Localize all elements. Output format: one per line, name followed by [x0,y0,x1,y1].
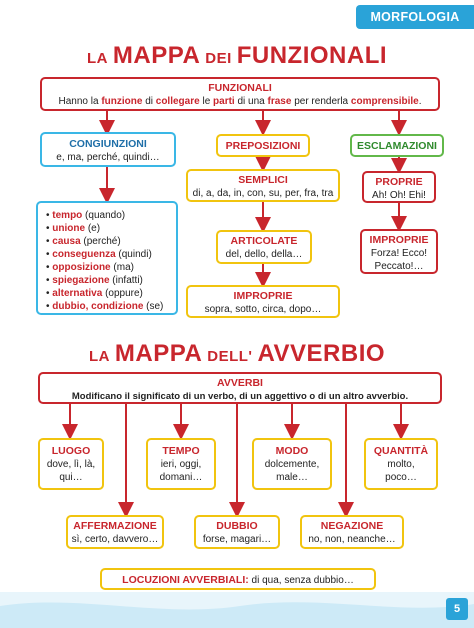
semplici-box [186,169,340,202]
modo-box [252,438,332,490]
title-word: LA [88,348,110,365]
congiunzioni-examples: e, ma, perché, quindi… [56,152,160,163]
footer-band [0,592,474,628]
luogo-examples: qui… [59,472,83,483]
modo-examples: dolcemente, [264,459,320,470]
list-item: • dubbio, condizione (se) [46,301,164,312]
improprie-prep-box [186,285,340,318]
title-word: LA [86,50,108,67]
esclamazioni-label: ESCLAMAZIONI [357,140,437,152]
semplici-label: SEMPLICI [238,174,288,186]
quantita-label: QUANTITÀ [373,445,429,457]
locuzioni-box [100,568,376,590]
preposizioni-box [216,134,310,157]
improprie-escl-examples: Forza! Ecco! [370,248,428,259]
page-number: 5 [446,598,468,620]
title-word: MAPPA [114,340,203,367]
list-item: • opposizione (ma) [46,262,134,273]
improprie-escl-examples: Peccato!… [374,261,424,272]
congiunzioni-box [40,132,176,167]
funzionali-box [40,77,440,111]
tempo-examples: domani… [159,472,203,483]
list-item: • conseguenza (quindi) [46,249,152,260]
articolate-box [216,230,312,264]
proprie-examples: Ah! Oh! Ehi! [372,190,426,201]
congiunzioni-label: CONGIUNZIONI [69,138,147,150]
title-word: DELL' [207,348,253,365]
title-word: MAPPA [112,42,201,69]
list-item: • spiegazione (infatti) [46,275,143,286]
quantita-examples: molto, [387,459,415,470]
tempo-box [146,438,216,490]
quantita-box [364,438,438,490]
title-funzionali [0,42,474,70]
improprie-prep-label: IMPROPRIE [233,290,293,302]
avverbi-box [38,372,442,404]
affermazione-examples: sì, certo, davvero… [71,534,159,545]
improprie-escl-box [360,229,438,274]
luogo-label: LUOGO [51,445,91,457]
semplici-examples: di, a, da, in, con, su, per, fra, tra [192,188,334,199]
proprie-label: PROPRIE [375,176,423,188]
dubbio-examples: forse, magari… [202,534,272,545]
title-word: FUNZIONALI [236,42,388,69]
avverbi-definition: Modificano il significato di un verbo, di un aggettivo o di un altro avverbio. [71,391,409,402]
section-tag: MORFOLOGIA [356,5,474,29]
footer-wave [0,592,474,628]
luogo-box [38,438,104,490]
negazione-examples: no, non, neanche… [308,534,396,545]
list-item: • tempo (quando) [46,210,126,221]
tempo-examples: ieri, oggi, [160,459,202,470]
affermazione-box [66,515,164,549]
locuzioni-label: LOCUZIONI AVVERBIALI: [122,574,249,586]
quantita-examples: poco… [385,472,417,483]
dubbio-box [194,515,280,549]
proprie-box [362,171,436,203]
list-item: • alternativa (oppure) [46,288,143,299]
affermazione-label: AFFERMAZIONE [73,520,157,532]
title-word: AVVERBIO [257,340,386,367]
negazione-label: NEGAZIONE [320,520,384,532]
list-item: • causa (perché) [46,236,121,247]
luogo-examples: dove, lì, là, [46,459,96,470]
articolate-label: ARTICOLATE [230,235,298,247]
title-avverbio [0,340,474,368]
improprie-prep-examples: sopra, sotto, circa, dopo… [204,304,322,315]
improprie-escl-label: IMPROPRIE [369,234,429,246]
modo-examples: male… [276,472,308,483]
title-word: DEI [205,50,232,67]
dubbio-label: DUBBIO [216,520,258,532]
congiunzioni-list [36,201,178,315]
tempo-label: TEMPO [162,445,200,457]
avverbi-label: AVVERBI [217,377,263,389]
locuzioni-examples: di qua, senza dubbio… [248,575,354,586]
preposizioni-label: PREPOSIZIONI [225,140,301,152]
modo-label: MODO [275,445,309,457]
articolate-examples: del, dello, della… [225,249,303,260]
list-item: • unione (e) [46,223,101,234]
funzionali-label: FUNZIONALI [208,82,272,94]
negazione-box [300,515,404,549]
esclamazioni-box [350,134,444,157]
funzionali-definition: Hanno la funzione di collegare le parti di una frase per renderla comprensibile. [58,96,422,107]
